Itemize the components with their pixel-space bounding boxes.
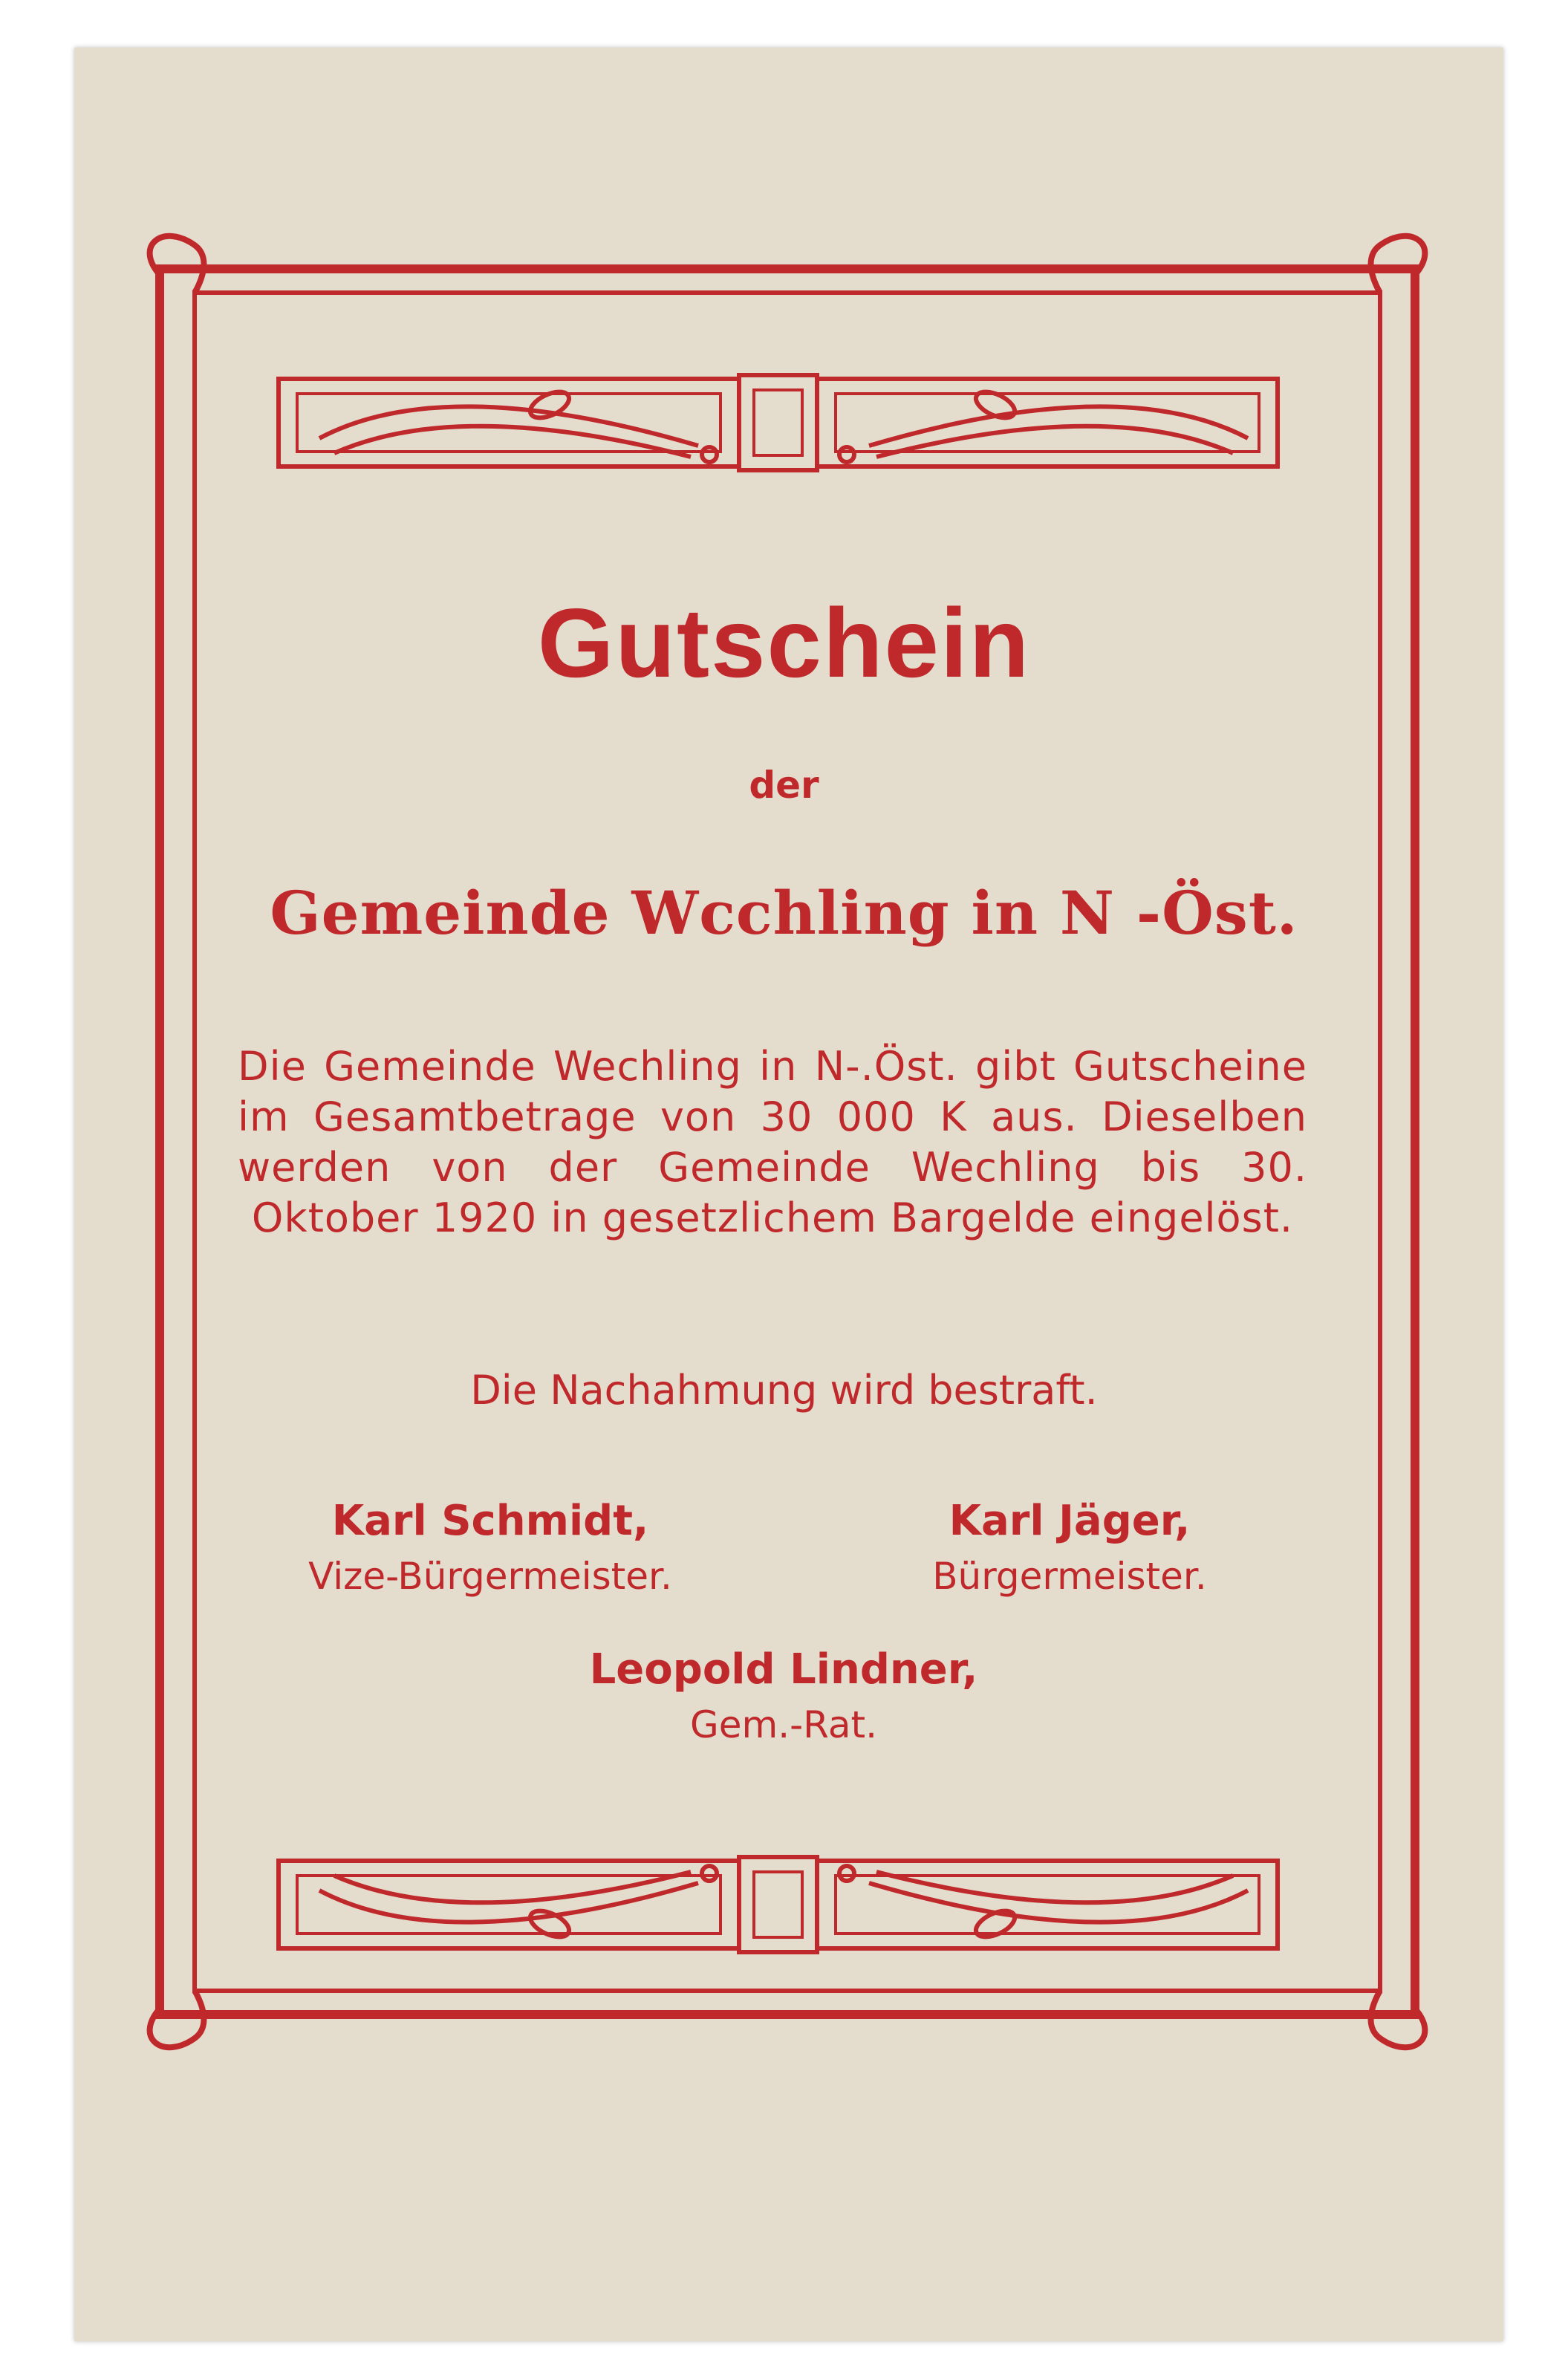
signatory-role: Vize-Bürgermeister. — [308, 1555, 672, 1598]
voucher-preposition: der — [749, 764, 819, 807]
signatory-name: Karl Jäger, — [949, 1497, 1191, 1545]
counterfeit-warning: Die Nachahmung wird bestraft. — [470, 1367, 1098, 1414]
top-ornament-right-dot — [839, 447, 854, 462]
bottom-ornament — [279, 1857, 1278, 1952]
top-ornament — [279, 375, 1278, 470]
voucher-title: Gutschein — [537, 588, 1031, 698]
bottom-ornament-left-dot — [702, 1866, 717, 1881]
bottom-ornament-right-inner — [836, 1876, 1259, 1934]
top-ornament-left-dot — [702, 447, 717, 462]
bottom-ornament-center-inner — [754, 1872, 802, 1937]
issuer-heading: Gemeinde Wcchling in N -Öst. — [270, 878, 1298, 948]
signatory-name: Leopold Lindner, — [589, 1645, 978, 1694]
top-ornament-left-leaf — [527, 386, 573, 423]
signatory-role: Gem.-Rat. — [690, 1703, 877, 1746]
signatory-name: Karl Schmidt, — [331, 1497, 649, 1545]
top-ornament-right-inner — [836, 394, 1259, 452]
voucher-body-text: Die Gemeinde Wechling in N-.Öst. gibt Gutscheine im Gesamtbetrage von 30 000 K aus. Dieselben werden von der Gemeinde Wechling bis 30. Oktober 1920 in gesetzlichem Bargelde eingelöst. — [238, 1043, 1307, 1241]
top-ornament-center-inner — [754, 390, 802, 455]
signatory-role: Bürgermeister. — [932, 1555, 1207, 1598]
signature-council-member — [412, 1642, 1155, 1752]
bottom-ornament-right-dot — [839, 1866, 854, 1881]
signature-vice-mayor — [223, 1493, 758, 1603]
signature-mayor — [862, 1493, 1278, 1603]
bottom-ornament-left-leaf — [527, 1905, 573, 1942]
